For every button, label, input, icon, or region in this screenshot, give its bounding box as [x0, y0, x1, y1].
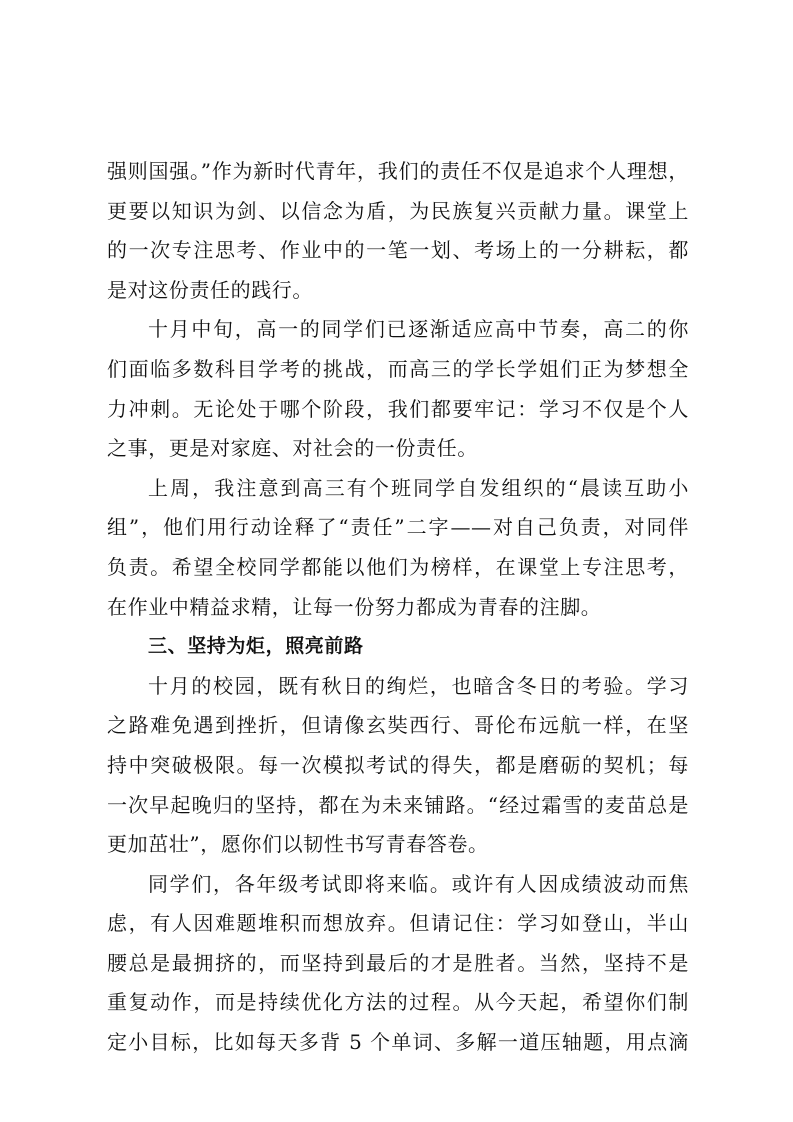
text-line: 之路难免遇到挫折，但请像玄奘西行、哥伦布远航一样，在坚	[107, 713, 689, 738]
text-line: 们面临多数科目学考的挑战，而高三的学长学姐们正为梦想全	[107, 356, 689, 381]
text-line: 上周，我注意到高三有个班同学自发组织的“晨读互助小	[148, 475, 689, 500]
text-line: 重复动作，而是持续优化方法的过程。从今天起，希望你们制	[107, 990, 689, 1015]
paragraph	[107, 865, 689, 1063]
text-line: 持中突破极限。每一次模拟考试的得失，都是磨砺的契机；每	[107, 752, 689, 777]
text-line: 更加茁壮”，愿你们以韧性书写青春答卷。	[107, 832, 489, 857]
section-heading: 三、坚持为炬，照亮前路	[148, 635, 364, 658]
paragraph	[107, 152, 689, 310]
text-line: 更要以知识为剑、以信念为盾，为民族复兴贡献力量。课堂上	[107, 198, 689, 223]
text-line: 一次早起晚归的坚持，都在为未来铺路。“经过霜雪的麦苗总是	[107, 792, 689, 817]
text-line: 的一次专注思考、作业中的一笔一划、考场上的一分耕耘，都	[107, 238, 689, 263]
text-line: 虑，有人因难题堆积而想放弃。但请记住：学习如登山，半山	[107, 911, 689, 936]
paragraph	[107, 667, 689, 865]
text-line: 负责。希望全校同学都能以他们为榜样，在课堂上专注思考，	[107, 554, 689, 579]
text-line: 在作业中精益求精，让每一份努力都成为青春的注脚。	[107, 594, 602, 619]
text-line: 十月中旬，高一的同学们已逐渐适应高中节奏，高二的你	[148, 317, 689, 342]
paragraph	[107, 469, 689, 627]
paragraph	[107, 310, 689, 468]
text-line: 力冲刺。无论处于哪个阶段，我们都要牢记：学习不仅是个人	[107, 396, 689, 421]
text-line: 强则国强。”作为新时代青年，我们的责任不仅是追求个人理想，	[107, 159, 689, 183]
text-line: 十月的校园，既有秋日的绚烂，也暗含冬日的考验。学习	[148, 673, 689, 698]
text-line: 之事，更是对家庭、对社会的一份责任。	[107, 436, 478, 461]
document-body	[107, 152, 689, 1063]
text-line: 腰总是最拥挤的，而坚持到最后的才是胜者。当然，坚持不是	[107, 950, 689, 975]
text-line: 定小目标，比如每天多背 5 个单词、多解一道压轴题，用点滴	[107, 1030, 689, 1055]
text-line: 同学们，各年级考试即将来临。或许有人因成绩波动而焦	[148, 871, 689, 896]
text-line: 组”，他们用行动诠释了“责任”二字——对自己负责，对同伴	[107, 515, 689, 540]
text-line: 是对这份责任的践行。	[107, 277, 313, 302]
